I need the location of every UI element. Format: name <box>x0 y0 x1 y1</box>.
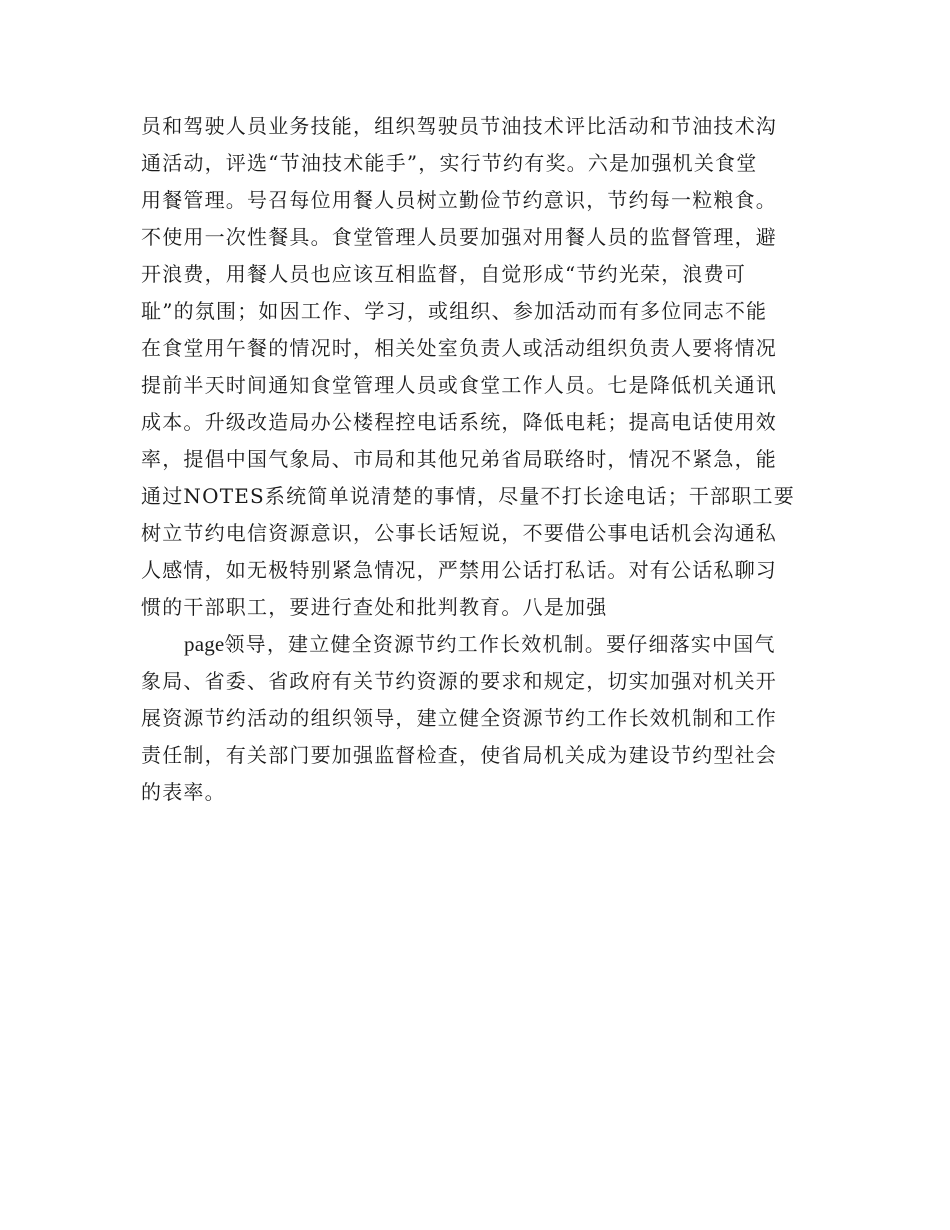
paragraph-2-first-line-rest: 领导，建立健全资源节约工作长效机制。要仔细落实中国气 <box>224 632 776 656</box>
paragraph-1-line-14: 惯的干部职工，要进行查处和批判教育。八是加强 <box>141 595 608 619</box>
paragraph-1-line-11: 通过NOTES系统简单说清楚的事情，尽量不打长途电话；干部职工要 <box>141 484 795 508</box>
paragraph-2-first-word: page <box>184 632 225 656</box>
paragraph-1-line-2: 通活动，评选“节油技术能手”，实行节约有奖。六是加强机关食堂 <box>141 151 758 175</box>
paragraph-1-line-8: 提前半天时间通知食堂管理人员或食堂工作人员。七是降低机关通讯 <box>141 373 777 397</box>
paragraph-2-line-3: 展资源节约活动的组织领导，建立健全资源节约工作长效机制和工作 <box>141 706 777 730</box>
paragraph-1-line-10: 率，提倡中国气象局、市局和其他兄弟省局联络时，情况不紧急，能 <box>141 447 777 471</box>
paragraph-2-line-2: 象局、省委、省政府有关节约资源的要求和规定，切实加强对机关开 <box>141 669 777 693</box>
paragraph-1-line-4: 不使用一次性餐具。食堂管理人员要加强对用餐人员的监督管理，避 <box>141 225 777 249</box>
paragraph-1-line-7: 在食堂用午餐的情况时，相关处室负责人或活动组织负责人要将情况 <box>141 336 777 360</box>
paragraph-1-line-12: 树立节约电信资源意识，公事长话短说，不要借公事电话机会沟通私 <box>141 521 777 545</box>
paragraph-1-line-3: 用餐管理。号召每位用餐人员树立勤俭节约意识，节约每一粒粮食。 <box>141 188 777 212</box>
paragraph-1-line-9: 成本。升级改造局办公楼程控电话系统，降低电耗；提高电话使用效 <box>141 410 777 434</box>
paragraph-2-line-5: 的表率。 <box>141 780 226 804</box>
paragraph-1-line-6: 耻”的氛围；如因工作、学习，或组织、参加活动而有多位同志不能 <box>141 299 768 323</box>
body-text <box>141 108 821 811</box>
paragraph-2-line-1 <box>141 626 821 663</box>
paragraph-1-line-1: 员和驾驶人员业务技能，组织驾驶员节油技术评比活动和节油技术沟 <box>141 114 777 138</box>
paragraph-1-line-13: 人感情，如无极特别紧急情况，严禁用公话打私话。对有公话私聊习 <box>141 558 777 582</box>
paragraph-1-line-5: 开浪费，用餐人员也应该互相监督，自觉形成“节约光荣，浪费可 <box>141 262 747 286</box>
paragraph-2-line-4: 责任制，有关部门要加强监督检查，使省局机关成为建设节约型社会 <box>141 743 777 767</box>
